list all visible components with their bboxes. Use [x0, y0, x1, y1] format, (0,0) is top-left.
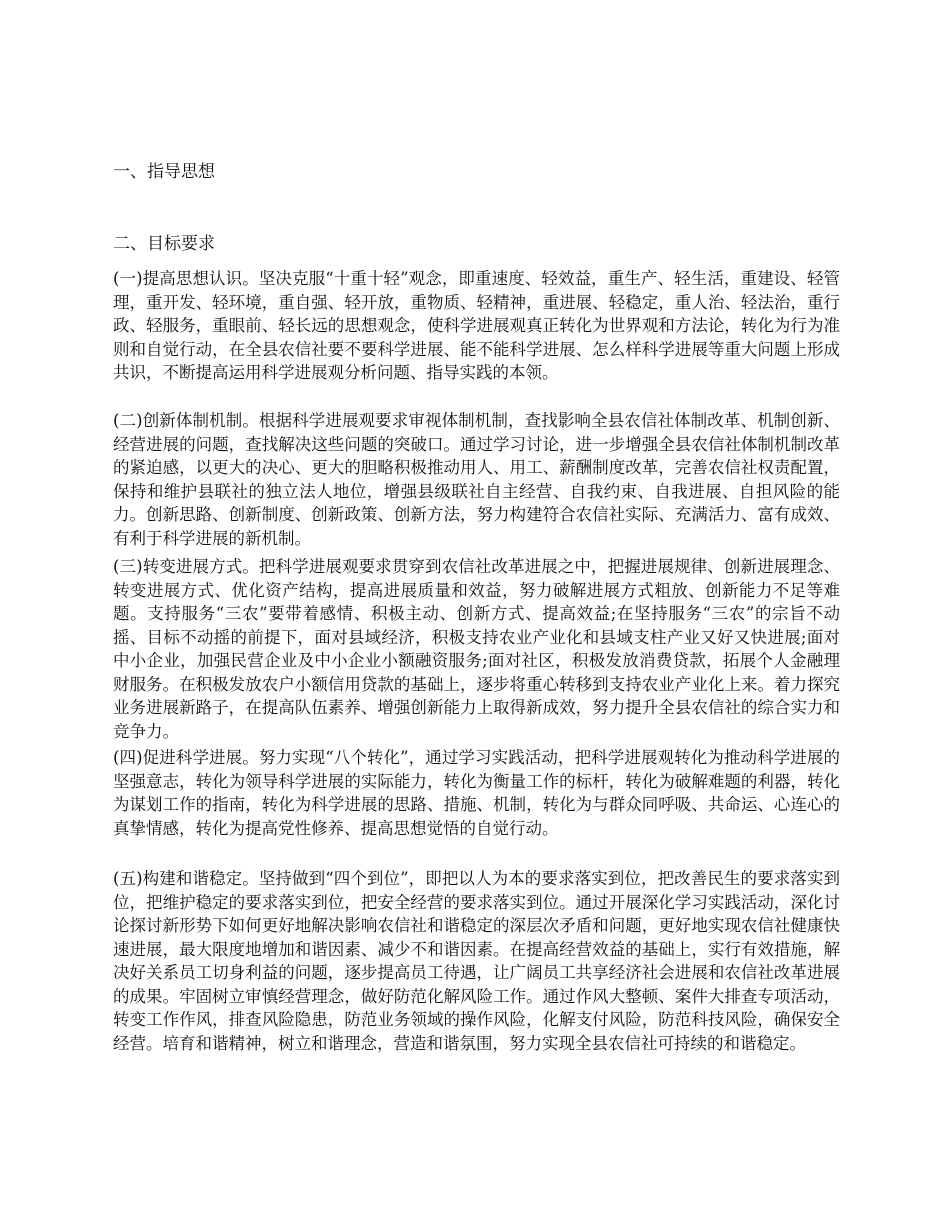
- paragraph-5-harmony-stability: (五)构建和谐稳定。坚持做到“四个到位”，即把以人为本的要求落实到位，把改善民生的要求落实到位，把维护稳定的要求落实到位，把安全经营的要求落实到位。通过开展深化学习实践活动，深化讨论探讨新形势下如何更好地解决影响农信社和谐稳定的深层次矛盾和问题，更好地实现农信社健康快速进展，最大限度地增加和谐因素、减少不和谐因素。在提高经营效益的基础上，实行有效措施，解决好关系员工切身利益的问题，逐步提高员工待遇，让广阔员工共享经济社会进展和农信社改革进展的成果。牢固树立审慎经营理念，做好防范化解风险工作。通过作风大整顿、案件大排查专项活动，转变工作作风，排查风险隐患，防范业务领域的操作风险，化解支付风险，防范科技风险，确保安全经营。培育和谐精神，树立和谐理念，营造和谐氛围，努力实现全县农信社可持续的和谐稳定。: [113, 869, 840, 1053]
- paragraph-4-scientific-development: (四)促进科学进展。努力实现“八个转化”，通过学习实践活动，把科学进展观转化为推动科学进展的坚强意志，转化为领导科学进展的实际能力，转化为衡量工作的标杆，转化为破解难题的利器，转化为谋划工作的指南，转化为科学进展的思路、措施、机制，转化为与群众同呼吸、共命运、心连心的真挚情感，转化为提高党性修养、提高思想觉悟的自觉行动。: [113, 748, 840, 838]
- heading-guiding-thought: 一、指导思想: [113, 162, 215, 182]
- heading-goals: 二、目标要求: [113, 234, 215, 254]
- paragraph-1-thinking: (一)提高思想认识。坚决克服“十重十轻”观念，即重速度、轻效益，重生产、轻生活，重建设、轻管理，重开发、轻环境，重自强、轻开放，重物质、轻精神，重进展、轻稳定，重人治、轻法治，重行政、轻服务，重眼前、轻长远的思想观念，使科学进展观真正转化为世界观和方法论，转化为行为准则和自觉行动，在全县农信社要不要科学进展、能不能科学进展、怎么样科学进展等重大问题上形成共识，不断提高运用科学进展观分析问题、指导实践的本领。: [113, 269, 840, 382]
- paragraph-3-development-mode: (三)转变进展方式。把科学进展观要求贯穿到农信社改革进展之中，把握进展规律、创新进展理念、转变进展方式、优化资产结构，提高进展质量和效益，努力破解进展方式粗放、创新能力不足等难题。支持服务“三农”要带着感情、积极主动、创新方式、提高效益;在坚持服务“三农”的宗旨不动摇、目标不动摇的前提下，面对县域经济，积极支持农业产业化和县域支柱产业又好又快进展;面对中小企业，加强民营企业及中小企业小额融资服务;面对社区，积极发放消费贷款，拓展个人金融理财服务。在积极发放农户小额信用贷款的基础上，逐步将重心转移到支持农业产业化上来。着力探究业务进展新路子，在提高队伍素养、增强创新能力上取得新成效，努力提升全县农信社的综合实力和竞争力。: [113, 557, 840, 741]
- document-page: [113, 0, 840, 1230]
- paragraph-2-mechanism: (二)创新体制机制。根据科学进展观要求审视体制机制，查找影响全县农信社体制改革、机制创新、经营进展的问题，查找解决这些问题的突破口。通过学习讨论，进一步增强全县农信社体制机制改革的紧迫感，以更大的决心、更大的胆略积极推动用人、用工、薪酬制度改革，完善农信社权责配置，保持和维护县联社的独立法人地位，增强县级联社自主经营、自我约束、自我进展、自担风险的能力。创新思路、创新制度、创新政策、创新方法，努力构建符合农信社实际、充满活力、富有成效、有利于科学进展的新机制。: [113, 411, 840, 548]
